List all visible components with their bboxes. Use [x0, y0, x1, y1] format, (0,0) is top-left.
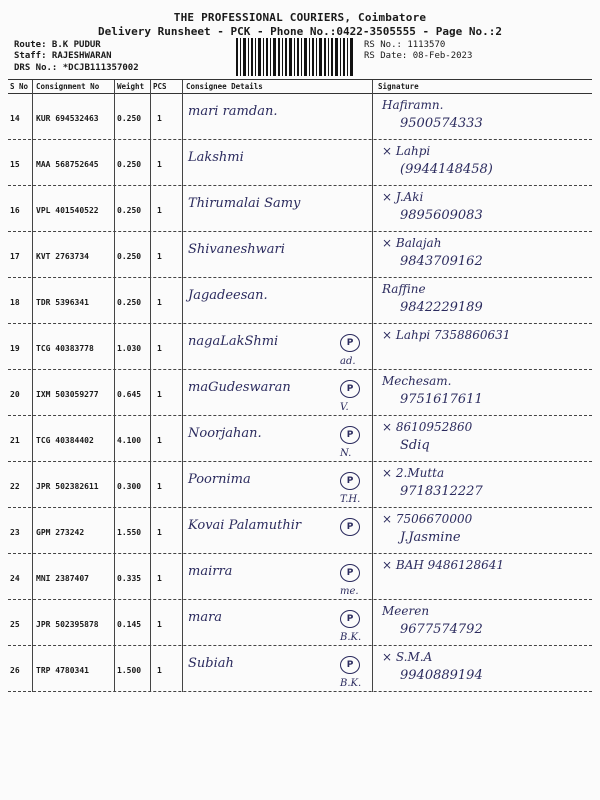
- consignment-number: GPM 273242: [36, 528, 85, 537]
- weight-value: 1.500: [117, 666, 142, 675]
- consignment-number: TCG 40384402: [36, 436, 94, 445]
- serial-number: 17: [10, 252, 20, 261]
- consignment-number: MAA 568752645: [36, 160, 99, 169]
- pcs-value: 1: [157, 114, 162, 123]
- weight-value: 0.250: [117, 252, 142, 261]
- relation-note: me.: [340, 586, 359, 597]
- pcs-value: 1: [157, 390, 162, 399]
- table-row: [0, 186, 600, 232]
- serial-number: 25: [10, 620, 20, 629]
- pcs-value: 1: [157, 160, 162, 169]
- signature-line1: × Balajah: [382, 236, 442, 250]
- table-row: [0, 600, 600, 646]
- proof-stamp: P: [340, 334, 360, 352]
- signature-line2: (9944148458): [400, 162, 493, 177]
- signature-line1: × 7506670000: [382, 512, 473, 526]
- pcs-value: 1: [157, 666, 162, 675]
- consignment-number: KVT 2763734: [36, 252, 89, 261]
- relation-note: ad.: [340, 356, 356, 367]
- consignee-name: Poornima: [188, 472, 251, 487]
- consignment-number: TCG 40383778: [36, 344, 94, 353]
- pcs-value: 1: [157, 620, 162, 629]
- col-weight: Weight: [117, 82, 145, 91]
- serial-number: 15: [10, 160, 20, 169]
- signature-line1: × Lahpi 7358860631: [382, 328, 511, 342]
- pcs-value: 1: [157, 344, 162, 353]
- consignee-name: Thirumalai Samy: [188, 196, 301, 211]
- signature-line1: × J.Aki: [382, 190, 424, 204]
- table-row: [0, 370, 600, 416]
- consignee-name: mairra: [188, 564, 233, 579]
- signature-line2: 9677574792: [400, 622, 483, 637]
- consignee-name: mara: [188, 610, 223, 625]
- pcs-value: 1: [157, 574, 162, 583]
- row-separator: [8, 691, 592, 692]
- table-row: [0, 646, 600, 692]
- company-title: THE PROFESSIONAL COURIERS, Coimbatore: [173, 11, 427, 24]
- signature-line1: Mechesam.: [382, 374, 452, 388]
- col-signature: Signature: [378, 82, 419, 91]
- table-row: [0, 140, 600, 186]
- signature-line1: Meeren: [382, 604, 430, 618]
- consignment-number: IXM 503059277: [36, 390, 99, 399]
- relation-note: N.: [340, 448, 352, 459]
- proof-stamp: P: [340, 656, 360, 674]
- consignment-number: KUR 694532463: [36, 114, 99, 123]
- signature-line2: 9500574333: [400, 116, 483, 131]
- staff-label: Staff: RAJESHWARAN: [14, 51, 112, 61]
- pcs-value: 1: [157, 252, 162, 261]
- pcs-value: 1: [157, 528, 162, 537]
- table-row: [0, 462, 600, 508]
- table-row: [0, 278, 600, 324]
- weight-value: 0.250: [117, 298, 142, 307]
- barcode: [236, 38, 354, 76]
- serial-number: 19: [10, 344, 20, 353]
- col-consignment: Consignment No: [36, 82, 100, 91]
- consignment-number: JPR 502382611: [36, 482, 99, 491]
- signature-line1: Hafiramn.: [382, 98, 444, 112]
- table-row: [0, 416, 600, 462]
- rs-number: RS No.: 1113570: [364, 40, 446, 50]
- weight-value: 0.250: [117, 114, 142, 123]
- proof-stamp: P: [340, 380, 360, 398]
- relation-note: B.K.: [340, 678, 362, 689]
- col-pcs: PCS: [153, 82, 167, 91]
- pcs-value: 1: [157, 206, 162, 215]
- proof-stamp: P: [340, 610, 360, 628]
- consignee-name: mari ramdan.: [188, 104, 278, 119]
- weight-value: 0.300: [117, 482, 142, 491]
- serial-number: 21: [10, 436, 20, 445]
- table-top-border: [8, 79, 592, 80]
- pcs-value: 1: [157, 298, 162, 307]
- proof-stamp: P: [340, 518, 360, 536]
- rs-date: RS Date: 08-Feb-2023: [364, 51, 473, 61]
- signature-line1: × 8610952860: [382, 420, 473, 434]
- signature-line2: 9751617611: [400, 392, 483, 407]
- weight-value: 0.145: [117, 620, 142, 629]
- relation-note: T.H.: [340, 494, 361, 505]
- signature-line1: Raffine: [382, 282, 426, 296]
- weight-value: 0.335: [117, 574, 142, 583]
- weight-value: 0.250: [117, 160, 142, 169]
- runsheet-subtitle: Delivery Runsheet - PCK - Phone No.:0422-3505555 - Page No.:2: [98, 25, 502, 38]
- table-row: [0, 324, 600, 370]
- signature-line2: 9842229189: [400, 300, 483, 315]
- consignee-name: Lakshmi: [188, 150, 244, 165]
- consignment-number: VPL 401540522: [36, 206, 99, 215]
- signature-line2: 9843709162: [400, 254, 483, 269]
- table-row: [0, 94, 600, 140]
- signature-line2: 9895609083: [400, 208, 483, 223]
- consignment-number: TRP 4780341: [36, 666, 89, 675]
- consignee-name: Subiah: [188, 656, 234, 671]
- consignee-name: Kovai Palamuthir: [188, 518, 302, 533]
- col-sno: S No: [10, 82, 29, 91]
- signature-line2: 9718312227: [400, 484, 483, 499]
- consignee-name: nagaLakShmi: [188, 334, 279, 349]
- serial-number: 23: [10, 528, 20, 537]
- weight-value: 1.030: [117, 344, 142, 353]
- pcs-value: 1: [157, 482, 162, 491]
- table-row: [0, 508, 600, 554]
- consignee-name: Shivaneshwari: [188, 242, 285, 257]
- weight-value: 0.645: [117, 390, 142, 399]
- drs-number: DRS No.: *DCJB111357002: [14, 63, 139, 73]
- serial-number: 18: [10, 298, 20, 307]
- signature-line1: × S.M.A: [382, 650, 433, 664]
- consignment-number: JPR 502395878: [36, 620, 99, 629]
- table-row: [0, 554, 600, 600]
- serial-number: 16: [10, 206, 20, 215]
- relation-note: B.K.: [340, 632, 362, 643]
- consignee-name: Jagadeesan.: [188, 288, 268, 303]
- consignee-name: Noorjahan.: [188, 426, 262, 441]
- relation-note: V.: [340, 402, 349, 413]
- consignee-name: maGudeswaran: [188, 380, 291, 395]
- signature-line1: × 2.Mutta: [382, 466, 445, 480]
- proof-stamp: P: [340, 426, 360, 444]
- consignment-number: TDR 5396341: [36, 298, 89, 307]
- signature-line2: 9940889194: [400, 668, 483, 683]
- serial-number: 22: [10, 482, 20, 491]
- weight-value: 0.250: [117, 206, 142, 215]
- table-row: [0, 232, 600, 278]
- weight-value: 4.100: [117, 436, 142, 445]
- proof-stamp: P: [340, 472, 360, 490]
- serial-number: 14: [10, 114, 20, 123]
- signature-line1: × Lahpi: [382, 144, 431, 158]
- serial-number: 20: [10, 390, 20, 399]
- proof-stamp: P: [340, 564, 360, 582]
- route-label: Route: B.K PUDUR: [14, 40, 101, 50]
- consignment-number: MNI 2387407: [36, 574, 89, 583]
- signature-line2: J.Jasmine: [400, 530, 461, 545]
- pcs-value: 1: [157, 436, 162, 445]
- signature-line1: × BAH 9486128641: [382, 558, 504, 572]
- weight-value: 1.550: [117, 528, 142, 537]
- serial-number: 24: [10, 574, 20, 583]
- serial-number: 26: [10, 666, 20, 675]
- col-consignee: Consignee Details: [186, 82, 263, 91]
- signature-line2: Sdiq: [400, 438, 430, 453]
